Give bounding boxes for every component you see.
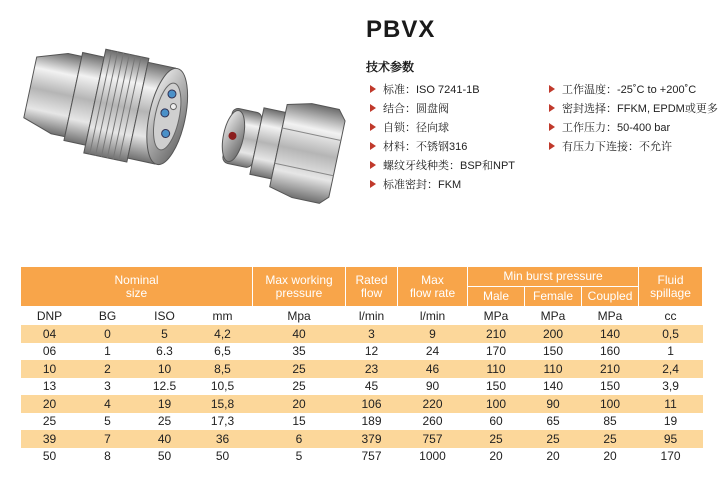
- table-cell: 106: [346, 395, 398, 413]
- header-fluid-spillage: Fluid spillage: [639, 267, 703, 307]
- table-cell: 06: [21, 343, 79, 361]
- header-rated-flow: Rated flow: [346, 267, 398, 307]
- spec-item: [370, 157, 515, 173]
- table-cell: 04: [21, 325, 79, 343]
- triangle-bullet-icon: [549, 85, 555, 93]
- table-cell: 20: [582, 448, 639, 466]
- product-title: PBVX: [366, 16, 436, 43]
- table-cell: 20: [468, 448, 525, 466]
- unit-cell: cc: [639, 307, 703, 326]
- triangle-bullet-icon: [370, 161, 376, 169]
- table-cell: 6,5: [193, 343, 253, 361]
- table-cell: 1000: [398, 448, 468, 466]
- table-cell: 45: [346, 378, 398, 396]
- spec-label: 工作温度：-25˚C to +200˚C: [562, 84, 697, 96]
- table-cell: 140: [582, 325, 639, 343]
- table-cell: 13: [21, 378, 79, 396]
- header-female: Female: [525, 287, 582, 307]
- spec-label: 结合：圆盘阀: [383, 103, 449, 115]
- spec-item: [549, 119, 670, 135]
- table-cell: 110: [525, 360, 582, 378]
- spec-item: [549, 100, 718, 116]
- header-male: Male: [468, 287, 525, 307]
- unit-cell: l/min: [346, 307, 398, 326]
- spec-item: [370, 119, 449, 135]
- header-max-flow-rate: Max flow rate: [398, 267, 468, 307]
- table-cell: 50: [193, 448, 253, 466]
- triangle-bullet-icon: [370, 142, 376, 150]
- table-row: [21, 378, 703, 396]
- table-cell: 10,5: [193, 378, 253, 396]
- table-cell: 90: [398, 378, 468, 396]
- table-cell: 100: [468, 395, 525, 413]
- header-min-burst-pressure: Min burst pressure: [468, 267, 639, 287]
- table-cell: 19: [639, 413, 703, 431]
- table-cell: 379: [346, 430, 398, 448]
- table-cell: 0,5: [639, 325, 703, 343]
- table-cell: 20: [21, 395, 79, 413]
- table-cell: 46: [398, 360, 468, 378]
- table-cell: 100: [582, 395, 639, 413]
- table-cell: 20: [525, 448, 582, 466]
- unit-cell: MPa: [582, 307, 639, 326]
- table-cell: 150: [525, 343, 582, 361]
- table-cell: 60: [468, 413, 525, 431]
- spec-label: 密封选择：FFKM, EPDM或更多: [562, 103, 718, 115]
- table-cell: 160: [582, 343, 639, 361]
- spec-item: [370, 81, 480, 97]
- table-cell: 12.5: [137, 378, 193, 396]
- spec-item: [549, 138, 672, 154]
- spec-label: 标准密封：FKM: [383, 179, 462, 191]
- spec-item: [549, 81, 696, 97]
- table-cell: 23: [346, 360, 398, 378]
- table-cell: 1: [79, 343, 137, 361]
- table-cell: 189: [346, 413, 398, 431]
- table-cell: 1: [639, 343, 703, 361]
- unit-cell: l/min: [398, 307, 468, 326]
- table-row: [21, 360, 703, 378]
- table-cell: 4,2: [193, 325, 253, 343]
- table-cell: 6.3: [137, 343, 193, 361]
- unit-cell: MPa: [468, 307, 525, 326]
- table-cell: 0: [79, 325, 137, 343]
- table-cell: 39: [21, 430, 79, 448]
- table-cell: 5: [137, 325, 193, 343]
- spec-item: [370, 176, 461, 192]
- table-cell: 20: [253, 395, 346, 413]
- spec-label: 有压力下连接：不允许: [562, 141, 672, 153]
- spec-label: 标准：ISO 7241-1B: [383, 84, 480, 96]
- table-cell: 25: [253, 360, 346, 378]
- table-cell: 50: [137, 448, 193, 466]
- spec-heading: 技术参数: [366, 60, 415, 74]
- unit-cell: ISO: [137, 307, 193, 326]
- table-cell: 2,4: [639, 360, 703, 378]
- table-cell: 10: [137, 360, 193, 378]
- table-cell: 170: [468, 343, 525, 361]
- table-cell: 9: [398, 325, 468, 343]
- triangle-bullet-icon: [370, 85, 376, 93]
- triangle-bullet-icon: [370, 180, 376, 188]
- table-cell: 65: [525, 413, 582, 431]
- table-cell: 757: [398, 430, 468, 448]
- table-cell: 8,5: [193, 360, 253, 378]
- table-cell: 35: [253, 343, 346, 361]
- table-cell: 110: [468, 360, 525, 378]
- table-row: [21, 413, 703, 431]
- table-cell: 5: [253, 448, 346, 466]
- unit-cell: MPa: [525, 307, 582, 326]
- spec-label: 材料：不锈钢316: [383, 141, 468, 153]
- spec-table: [20, 266, 703, 465]
- table-cell: 260: [398, 413, 468, 431]
- table-cell: 25: [468, 430, 525, 448]
- spec-label: 自锁：径向球: [383, 122, 449, 134]
- table-cell: 90: [525, 395, 582, 413]
- table-cell: 10: [21, 360, 79, 378]
- triangle-bullet-icon: [549, 123, 555, 131]
- table-cell: 2: [79, 360, 137, 378]
- table-cell: 3: [79, 378, 137, 396]
- table-cell: 8: [79, 448, 137, 466]
- table-cell: 40: [137, 430, 193, 448]
- table-row: [21, 430, 703, 448]
- table-cell: 15: [253, 413, 346, 431]
- table-cell: 15,8: [193, 395, 253, 413]
- table-cell: 25: [253, 378, 346, 396]
- table-cell: 757: [346, 448, 398, 466]
- table-cell: 210: [468, 325, 525, 343]
- table-cell: 19: [137, 395, 193, 413]
- spec-label: 螺纹牙线种类：BSP和NPT: [383, 160, 516, 172]
- triangle-bullet-icon: [370, 104, 376, 112]
- table-cell: 95: [639, 430, 703, 448]
- table-cell: 12: [346, 343, 398, 361]
- table-cell: 5: [79, 413, 137, 431]
- units-row: [21, 307, 703, 326]
- table-cell: 150: [468, 378, 525, 396]
- table-cell: 200: [525, 325, 582, 343]
- table-cell: 50: [21, 448, 79, 466]
- table-cell: 3: [346, 325, 398, 343]
- table-cell: 150: [582, 378, 639, 396]
- header-max-working-pressure: Max working pressure: [253, 267, 346, 307]
- unit-cell: Mpa: [253, 307, 346, 326]
- table-row: [21, 325, 703, 343]
- triangle-bullet-icon: [370, 123, 376, 131]
- table-cell: 220: [398, 395, 468, 413]
- table-cell: 210: [582, 360, 639, 378]
- table-cell: 4: [79, 395, 137, 413]
- table-cell: 25: [137, 413, 193, 431]
- spec-item: [370, 138, 467, 154]
- table-cell: 85: [582, 413, 639, 431]
- table-cell: 11: [639, 395, 703, 413]
- header-coupled: Coupled: [582, 287, 639, 307]
- table-cell: 140: [525, 378, 582, 396]
- triangle-bullet-icon: [549, 104, 555, 112]
- triangle-bullet-icon: [549, 142, 555, 150]
- unit-cell: DNP: [21, 307, 79, 326]
- spec-item: [370, 100, 449, 116]
- table-cell: 3,9: [639, 378, 703, 396]
- table-cell: 7: [79, 430, 137, 448]
- female-coupler-illustration: [20, 38, 196, 172]
- unit-cell: mm: [193, 307, 253, 326]
- table-cell: 40: [253, 325, 346, 343]
- table-cell: 25: [525, 430, 582, 448]
- table-cell: 25: [21, 413, 79, 431]
- table-cell: 17,3: [193, 413, 253, 431]
- spec-label: 工作压力：50-400 bar: [562, 122, 671, 134]
- table-cell: 36: [193, 430, 253, 448]
- table-row: [21, 395, 703, 413]
- table-cell: 6: [253, 430, 346, 448]
- table-cell: 170: [639, 448, 703, 466]
- header-nominal-size: Nominal size: [21, 267, 253, 307]
- table-row: [21, 343, 703, 361]
- table-cell: 24: [398, 343, 468, 361]
- product-image: [20, 38, 350, 223]
- table-cell: 25: [582, 430, 639, 448]
- unit-cell: BG: [79, 307, 137, 326]
- table-row: [21, 448, 703, 466]
- male-plug-illustration: [214, 87, 347, 205]
